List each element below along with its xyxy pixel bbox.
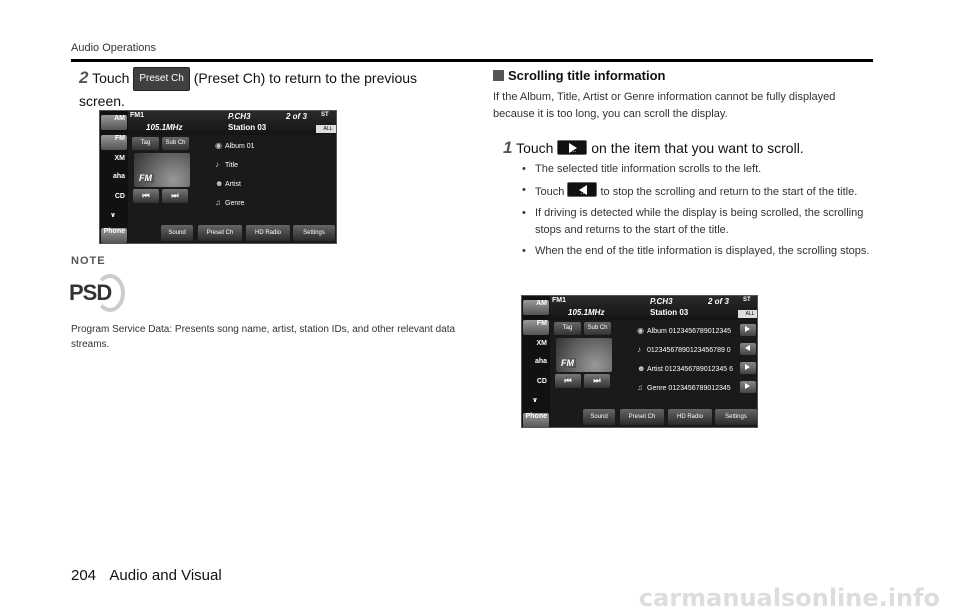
band-label: FM1: [552, 297, 566, 304]
tuner-status-bar: [128, 111, 336, 135]
header-rule: [71, 59, 873, 62]
guitar-icon: ♫: [215, 198, 221, 207]
sound-button: Sound: [583, 409, 615, 425]
preset-channel: P.CH3: [228, 112, 251, 121]
stereo-indicator: ST: [321, 112, 329, 118]
step-text-before: Touch: [92, 70, 130, 86]
step-text-before: Touch: [516, 140, 554, 156]
disc-icon: ◉: [215, 141, 222, 150]
scroll-left-button: [740, 343, 756, 355]
source-aha: aha: [534, 358, 547, 365]
sub-ch-button: Sub Ch: [584, 322, 611, 335]
seek-forward-button: ⏭: [162, 189, 188, 203]
footer-title: Audio and Visual: [109, 567, 222, 584]
seek-forward-button: ⏭: [584, 374, 610, 388]
step-text-after: (Preset Ch) to return to the previous screen.: [79, 70, 418, 109]
page-indicator: 2 of 3: [708, 297, 729, 306]
genre-row: ♫ Genre 0123456789012345: [637, 383, 731, 392]
chevron-down-icon: ∨: [532, 397, 538, 404]
bullet-item: • When the end of the title information is displayed, the scrolling stops.: [522, 243, 877, 260]
hd-radio-button: HD Radio: [246, 225, 290, 241]
preset-ch-button: Preset Ch: [198, 225, 242, 241]
note-label: NOTE: [71, 255, 106, 267]
psd-icon: [69, 274, 125, 314]
step-2-instruction: [79, 67, 459, 111]
fm-logo: FM: [561, 358, 574, 368]
source-sidebar: [100, 111, 128, 243]
step-number: 1: [503, 138, 513, 157]
step-text-after: on the item that you want to scroll.: [591, 140, 804, 156]
source-xm: XM: [114, 155, 125, 162]
title-row: ♪ 01234567890123456789 0: [637, 345, 731, 354]
bullet-item: • The selected title information scrolls to the left.: [522, 161, 877, 178]
bullet-list: [522, 161, 877, 264]
disc-icon: ◉: [637, 326, 644, 335]
seek-back-button: ⏮: [555, 374, 581, 388]
radio-screen-2: [521, 295, 758, 428]
station-name: Station 03: [650, 308, 689, 317]
settings-button: Settings: [715, 409, 757, 425]
radio-screen-1: [99, 110, 337, 244]
scroll-right-button: [740, 381, 756, 393]
settings-button: Settings: [293, 225, 335, 241]
tag-button: Tag: [554, 322, 581, 335]
person-icon: ☻: [637, 364, 646, 373]
source-cd: CD: [536, 378, 547, 385]
seek-back-button: ⏮: [133, 189, 159, 203]
album-row: ◉ Album 0123456789012345: [637, 326, 732, 335]
all-indicator: ALL: [738, 310, 758, 318]
sound-button: Sound: [161, 225, 193, 241]
source-am: AM: [101, 115, 127, 130]
bullet-item: • If driving is detected while the display is being scrolled, the scrolling stops and returns to the start of the title.: [522, 205, 877, 239]
step-number: 2: [79, 68, 89, 87]
person-icon: ☻: [215, 179, 224, 188]
frequency: 105.1MHz: [568, 308, 605, 317]
preset-channel: P.CH3: [650, 297, 673, 306]
guitar-icon: ♫: [637, 383, 643, 392]
page-indicator: 2 of 3: [286, 112, 307, 121]
section-description: If the Album, Title, Artist or Genre information cannot be fully displayed because it is too long, you can scroll the display.: [493, 91, 836, 120]
psd-icon-text: PSD: [69, 280, 112, 305]
watermark: carmanualsonline.info: [638, 584, 940, 611]
source-fm: FM: [101, 135, 127, 150]
sub-ch-button: Sub Ch: [162, 137, 189, 150]
source-xm: XM: [536, 340, 547, 347]
source-fm: FM: [523, 320, 549, 335]
artist-row: ☻ Artist: [215, 179, 241, 188]
note-icon: ♪: [215, 160, 219, 169]
stereo-indicator: ST: [743, 297, 751, 303]
source-sidebar: [522, 296, 550, 427]
frequency: 105.1MHz: [146, 123, 183, 132]
page-number: 204: [71, 567, 97, 584]
preset-ch-button-label: Preset Ch: [133, 67, 189, 91]
source-aha: aha: [112, 173, 125, 180]
source-am: AM: [523, 300, 549, 315]
band-label: FM1: [130, 112, 144, 119]
scroll-right-button: [740, 362, 756, 374]
chevron-down-icon: ∨: [110, 212, 116, 219]
source-cd: CD: [114, 193, 125, 200]
bullet-item: • Touch ... to stop the scrolling and return to the start of the title.: [522, 182, 877, 201]
note-body: Program Service Data: Presents song name, artist, station IDs, and other relevant data streams.: [71, 324, 456, 350]
fm-logo: FM: [139, 173, 152, 183]
album-row: ◉ Album 01: [215, 141, 255, 150]
tag-button: Tag: [132, 137, 159, 150]
step-1-instruction: [503, 138, 883, 158]
running-header: Audio Operations: [71, 42, 156, 54]
square-bullet-icon: [493, 70, 504, 81]
all-indicator: ALL: [316, 125, 337, 133]
scroll-right-icon: ...: [557, 140, 587, 155]
scroll-right-button: [740, 324, 756, 336]
preset-ch-button: Preset Ch: [620, 409, 664, 425]
title-row: ♪ Title: [215, 160, 238, 169]
source-phone: Phone: [101, 228, 127, 243]
tuner-status-bar: [550, 296, 757, 320]
scroll-left-icon: ...: [567, 182, 597, 197]
genre-row: ♫ Genre: [215, 198, 245, 207]
artist-row: ☻ Artist 0123456789012345 6: [637, 364, 734, 373]
page-footer: [71, 567, 222, 584]
hd-radio-button: HD Radio: [668, 409, 712, 425]
note-icon: ♪: [637, 345, 641, 354]
section-title: Scrolling title information: [493, 68, 665, 83]
station-name: Station 03: [228, 123, 267, 132]
source-phone: Phone: [523, 413, 549, 428]
